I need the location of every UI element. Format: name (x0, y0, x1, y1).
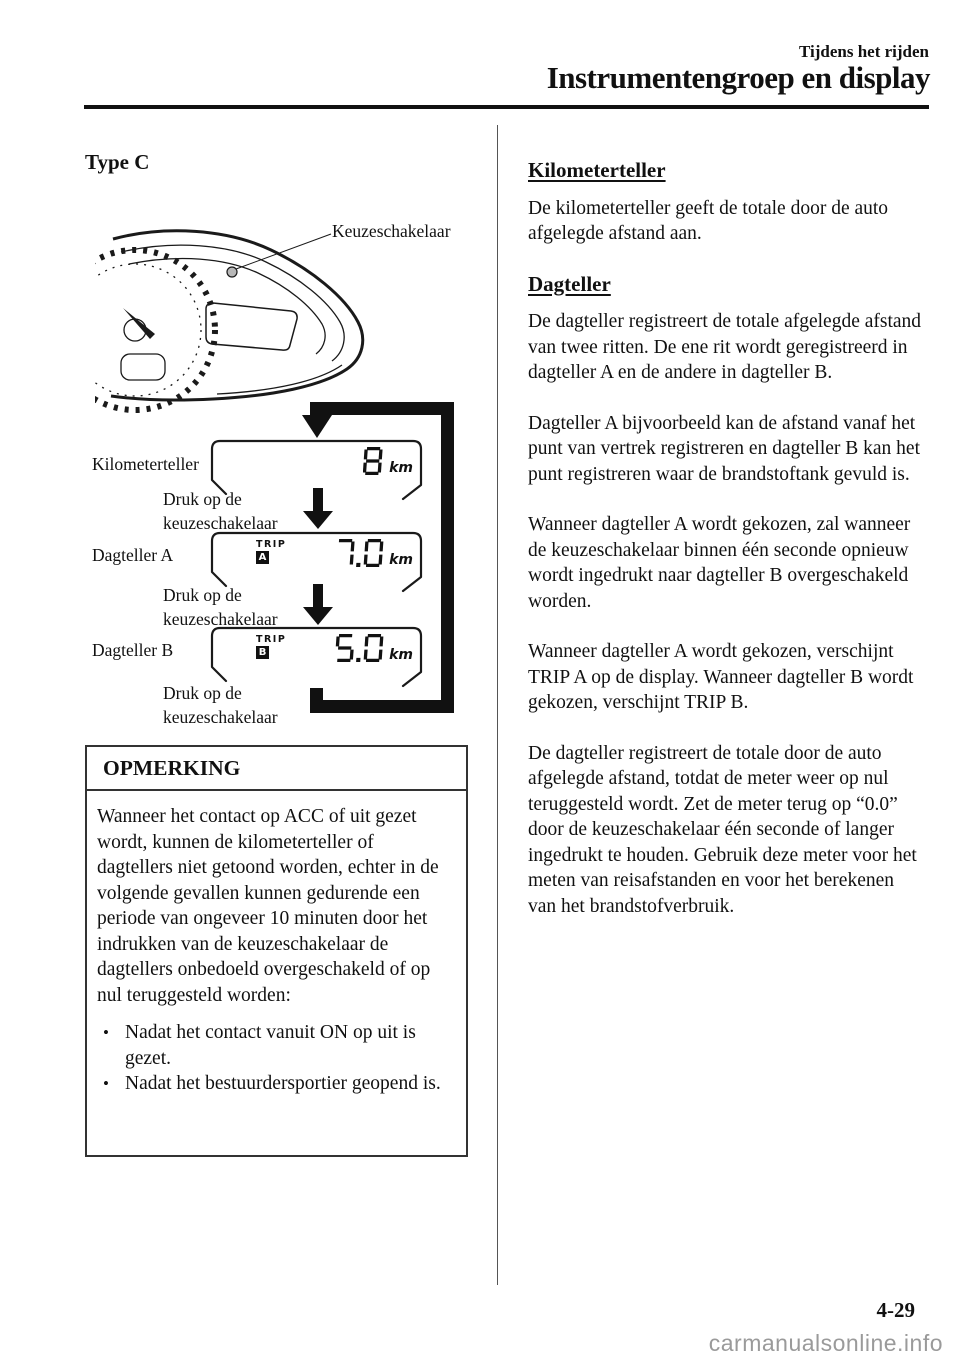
trip-a-badge: A (256, 551, 269, 564)
instrument-cluster-illustration (95, 215, 475, 415)
column-divider (497, 125, 498, 1285)
right-column (528, 158, 922, 944)
selector-knob (227, 267, 237, 277)
trip-b-badge: B (256, 646, 269, 659)
page-title: Instrumentengroep en display (546, 60, 930, 95)
odometer-label: Kilometerteller (92, 454, 199, 474)
paragraph: De dagteller registreert de totale afgelegde afstand van twee ritten. De ene rit wordt geregistreerd in dagteller A en de andere in dagteller B. (528, 311, 922, 383)
note-box (85, 745, 468, 1157)
paragraph: Wanneer dagteller A wordt gekozen, verschijnt TRIP A op de display. Wanneer dagteller B wordt gekozen, verschijnt TRIP B. (528, 641, 914, 713)
paragraph: Dagteller A bijvoorbeeld kan de afstand vanaf het punt van vertrek registreren en dagteller B kan het punt registreren waar de brandstoftank gevuld is. (528, 412, 921, 485)
section-heading-kilometerteller: Kilometerteller (528, 158, 666, 182)
note-title: OPMERKING (87, 747, 466, 791)
note-bullet: • Nadat het contact vanuit ON op uit is gezet. (87, 1020, 466, 1071)
note-body: Wanneer het contact op ACC of uit gezet wordt, kunnen de kilometerteller of dagtellers niet getoond worden, echter in de volgende gevallen kunnen gedurende een periode van ongeveer 10 minuten door het indrukken van de keuzeschakelaar de dagtellers onbedoeld overgeschakeld of op nul teruggesteld worden: (97, 806, 439, 1006)
cycle-loop-arrow (300, 398, 460, 718)
page-number: 4-29 (876, 1298, 915, 1322)
trip-a-unit: km (389, 552, 413, 568)
paragraph: De kilometerteller geeft de totale door de auto afgelegde afstand aan. (528, 197, 889, 244)
chapter-label: Tijdens het rijden (798, 42, 929, 61)
paragraph: De dagteller registreert de totale door de auto afgelegde afstand, totdat de meter weer op nul teruggesteld wordt. Zet de meter terug op “0.0” door de keuzeschakelaar één seconde of langer ingedrukt te houden. Gebruik deze meter voor het meten van reisafstanden en voor het berekenen van het brandstofverbruik. (528, 742, 917, 917)
press-selector-label: Druk op de keuzeschakelaar (163, 585, 278, 629)
paragraph: Wanneer dagteller A wordt gekozen, zal wanneer de keuzeschakelaar binnen één seconde opnieuw wordt ingedrukt naar dagteller B overgeschakeld worden. (528, 514, 911, 612)
trip-b-indicator: TRIP B (256, 634, 287, 658)
press-selector-label: Druk op de keuzeschakelaar (163, 683, 278, 727)
watermark: carmanualsonline.info (708, 1330, 943, 1356)
selector-knob-label: Keuzeschakelaar (332, 221, 451, 241)
trip-a-label: Dagteller A (92, 545, 174, 565)
trip-b-label: Dagteller B (92, 640, 174, 660)
note-bullet-list (87, 1020, 466, 1097)
header-rule (84, 105, 929, 109)
odometer-unit: km (389, 460, 413, 476)
trip-a-indicator: TRIP A (256, 539, 287, 563)
trip-b-unit: km (389, 647, 413, 663)
section-heading-dagteller: Dagteller (528, 271, 611, 296)
note-bullet: • Nadat het bestuurdersportier geopend is. (87, 1071, 466, 1097)
press-selector-label: Druk op de keuzeschakelaar (163, 489, 278, 533)
type-c-heading: Type C (85, 150, 150, 174)
